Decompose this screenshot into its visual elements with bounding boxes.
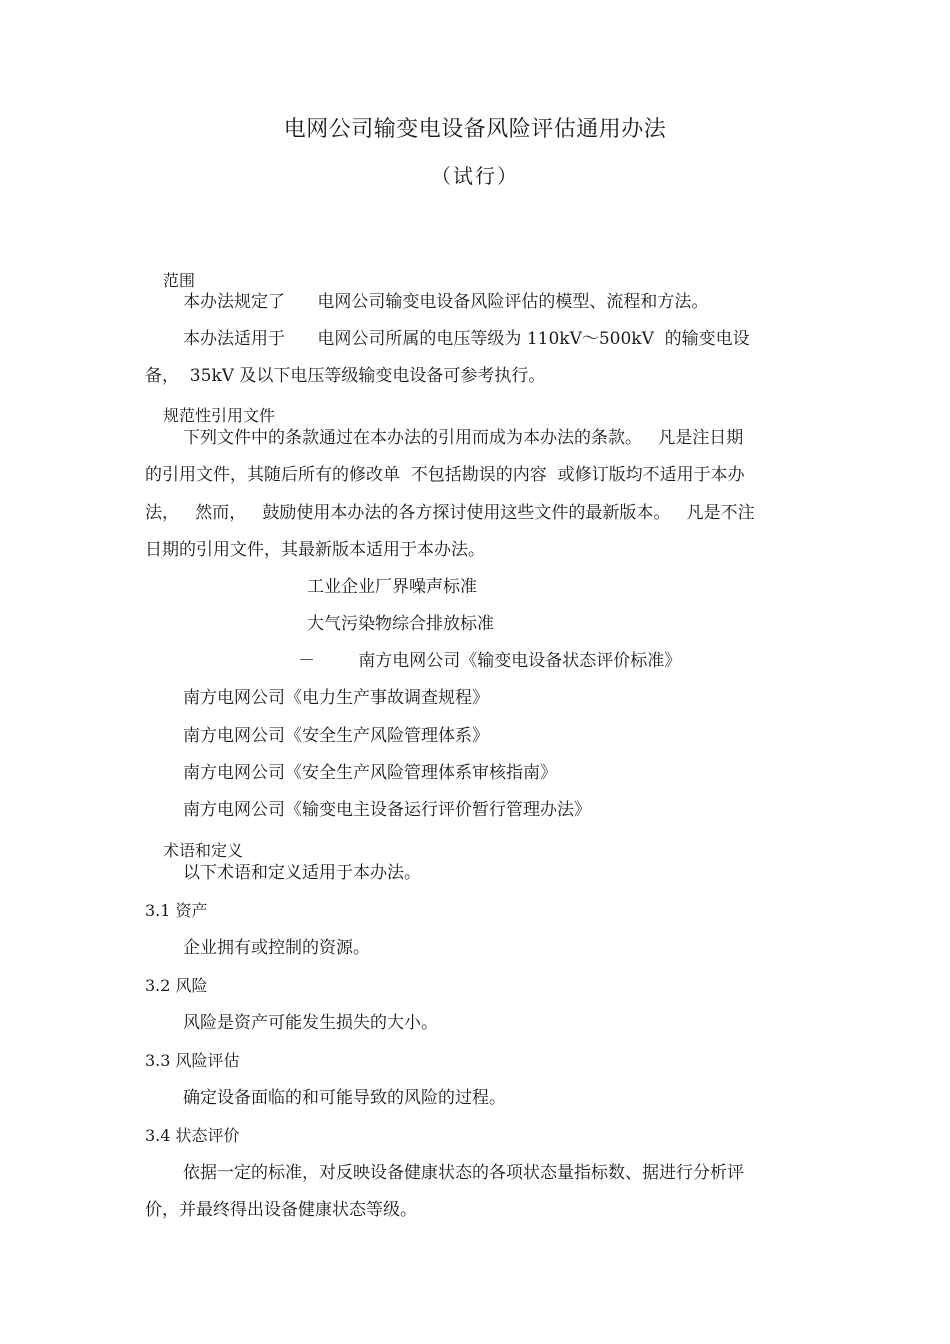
normative-paragraph-line-1: 下列文件中的条款通过在本办法的引用而成为本办法的条款。 凡是注日期 xyxy=(183,428,744,448)
terms-intro: 以下术语和定义适用于本办法。 xyxy=(183,863,421,883)
reference-item: 南方电网公司《输变电主设备运行评价暂行管理办法》 xyxy=(183,800,591,820)
document-title: 电网公司输变电设备风险评估通用办法 xyxy=(283,117,667,142)
term-definition-asset: 企业拥有或控制的资源。 xyxy=(183,938,370,958)
normative-paragraph-line-3: 法， 然而， 鼓励使用本办法的各方探讨使用这些文件的最新版本。 凡是不注 xyxy=(145,503,755,523)
reference-item: 南方电网公司《电力生产事故调查规程》 xyxy=(183,688,489,708)
reference-item: 工业企业厂界噪声标准 xyxy=(307,577,477,597)
term-label-asset: 3.1 资产 xyxy=(145,901,208,920)
term-definition-risk-assessment: 确定设备面临的和可能导致的风险的过程。 xyxy=(183,1088,506,1108)
term-label-risk: 3.2 风险 xyxy=(145,976,208,995)
scope-paragraph-1: 本办法规定了 电网公司输变电设备风险评估的模型、流程和方法。 xyxy=(183,292,709,312)
term-definition-condition-evaluation-line-1: 依据一定的标准，对反映设备健康状态的各项状态量指标数、据进行分析评 xyxy=(183,1163,744,1183)
reference-item: 南方电网公司《安全生产风险管理体系审核指南》 xyxy=(183,763,557,783)
reference-item: 南方电网公司《安全生产风险管理体系》 xyxy=(183,726,489,746)
scope-paragraph-2-line-2: 备， 35kV 及以下电压等级输变电设备可参考执行。 xyxy=(145,366,546,386)
reference-item: － 南方电网公司《输变电设备状态评价标准》 xyxy=(298,651,682,671)
normative-paragraph-line-2: 的引用文件，其随后所有的修改单 不包括勘误的内容 或修订版均不适用于本办 xyxy=(145,465,745,485)
section-heading-scope: 范围 xyxy=(163,271,196,290)
term-definition-risk: 风险是资产可能发生损失的大小。 xyxy=(183,1013,438,1033)
section-heading-terms: 术语和定义 xyxy=(163,841,244,860)
document-subtitle: （试行） xyxy=(431,164,519,188)
reference-item: 大气污染物综合排放标准 xyxy=(307,614,494,634)
normative-paragraph-line-4: 日期的引用文件，其最新版本适用于本办法。 xyxy=(145,540,485,560)
term-definition-condition-evaluation-line-2: 价，并最终得出设备健康状态等级。 xyxy=(145,1200,417,1220)
scope-paragraph-2-line-1: 本办法适用于 电网公司所属的电压等级为 110kV～500kV 的输变电设 xyxy=(183,329,750,349)
term-label-risk-assessment: 3.3 风险评估 xyxy=(145,1051,240,1070)
section-heading-normative: 规范性引用文件 xyxy=(163,406,276,425)
term-label-condition-evaluation: 3.4 状态评价 xyxy=(145,1126,240,1145)
